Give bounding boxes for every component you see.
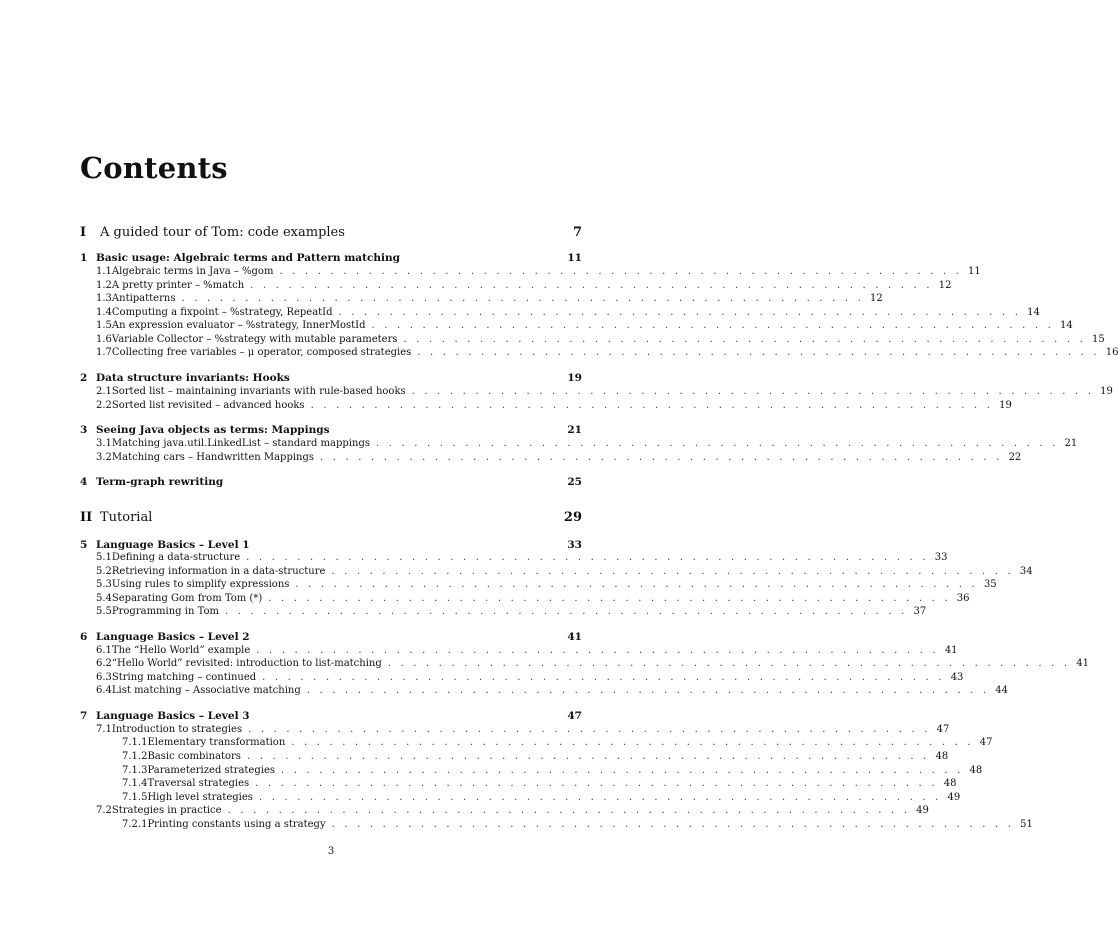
toc-chapter[interactable] — [80, 372, 582, 384]
toc-section[interactable] — [96, 266, 981, 277]
section-title: Variable Collector – %strategy with mutable parameters — [111, 334, 398, 345]
subsection-title: Parameterized strategies — [147, 765, 275, 776]
toc-section[interactable] — [96, 280, 952, 291]
section-page: 16 — [1105, 347, 1119, 358]
section-page: 14 — [1060, 320, 1073, 331]
section-page: 41 — [944, 645, 958, 656]
section-number: 1.2 — [96, 280, 112, 291]
chapter-number: 4 — [80, 476, 88, 488]
chapter-page: 25 — [567, 476, 582, 488]
subsection-title: Printing constants using a strategy — [147, 819, 326, 830]
leader-dots: . . . . . . . . . . . . . . . . . . . . . . . . . . . . . . . . . . . . . . . . . . . . . . . . . . . . . . — [250, 280, 933, 291]
part-title: A guided tour of Tom: code examples — [100, 225, 345, 240]
section-number: 6.2 — [96, 658, 112, 669]
section-page: 37 — [913, 606, 927, 617]
section-page: 22 — [1008, 452, 1022, 463]
toc-subsection[interactable] — [122, 792, 961, 803]
section-number: 5.1 — [96, 552, 112, 563]
subsection-title: Traversal strategies — [147, 778, 250, 789]
section-title: Antipatterns — [111, 293, 176, 304]
toc-section[interactable] — [96, 579, 997, 590]
toc-section[interactable] — [96, 438, 1078, 449]
section-page: 12 — [870, 293, 883, 304]
toc-part[interactable] — [80, 225, 582, 240]
toc-section[interactable] — [96, 334, 1105, 345]
section-page: 36 — [956, 593, 970, 604]
section-title: A pretty printer – %match — [111, 280, 245, 291]
section-title: The “Hello World” example — [111, 645, 251, 656]
subsection-page: 49 — [947, 792, 961, 803]
section-title: Computing a fixpoint – %strategy, RepeatId — [111, 307, 333, 318]
toc-chapter[interactable] — [80, 476, 582, 488]
chapter-number: 5 — [80, 539, 88, 551]
leader-dots: . . . . . . . . . . . . . . . . . . . . . . . . . . . . . . . . . . . . . . . . . . . . . . . . . . . . . . — [262, 672, 945, 683]
section-number: 3.1 — [96, 438, 112, 449]
chapter-title: Data structure invariants: Hooks — [96, 372, 290, 384]
chapter-number: 7 — [80, 710, 88, 722]
section-number: 7.2 — [96, 805, 112, 816]
leader-dots: . . . . . . . . . . . . . . . . . . . . . . . . . . . . . . . . . . . . . . . . . . . . . . . . . . . . . . — [258, 792, 942, 803]
chapter-page: 19 — [567, 372, 582, 384]
section-title: Separating Gom from Tom (*) — [111, 593, 263, 604]
part-title: Tutorial — [100, 510, 153, 525]
section-page: 21 — [1064, 438, 1078, 449]
section-page: 11 — [967, 266, 981, 277]
toc-section[interactable] — [96, 386, 1113, 397]
leader-dots: . . . . . . . . . . . . . . . . . . . . . . . . . . . . . . . . . . . . . . . . . . . . . . . . . . . . . . — [306, 685, 990, 696]
leader-dots: . . . . . . . . . . . . . . . . . . . . . . . . . . . . . . . . . . . . . . . . . . . . . . . . . . . . . . — [281, 765, 964, 776]
leader-dots: . . . . . . . . . . . . . . . . . . . . . . . . . . . . . . . . . . . . . . . . . . . . . . . . . . . . . . — [256, 645, 939, 656]
leader-dots: . . . . . . . . . . . . . . . . . . . . . . . . . . . . . . . . . . . . . . . . . . . . . . . . . . . . . . — [403, 334, 1087, 345]
chapter-title: Seeing Java objects as terms: Mappings — [96, 424, 330, 436]
section-number: 7.1 — [96, 724, 112, 735]
toc-section[interactable] — [96, 658, 1090, 669]
section-number: 1.7 — [96, 347, 112, 358]
section-number: 1.6 — [96, 334, 112, 345]
section-title: An expression evaluator – %strategy, InnerMostId — [111, 320, 366, 331]
subsection-number: 7.1.4 — [122, 778, 148, 789]
subsection-page: 48 — [969, 765, 983, 776]
section-number: 6.1 — [96, 645, 112, 656]
toc-section[interactable] — [96, 805, 929, 816]
section-number: 6.3 — [96, 672, 112, 683]
part-number: II — [80, 510, 93, 525]
section-title: Matching java.util.LinkedList – standard mappings — [111, 438, 370, 449]
toc-section[interactable] — [96, 452, 1022, 463]
leader-dots: . . . . . . . . . . . . . . . . . . . . . . . . . . . . . . . . . . . . . . . . . . . . . . . . . . . . . . — [181, 293, 864, 304]
section-number: 1.3 — [96, 293, 112, 304]
toc-chapter[interactable] — [80, 424, 582, 436]
chapter-page: 21 — [567, 424, 582, 436]
toc-subsection[interactable] — [122, 765, 983, 776]
leader-dots: . . . . . . . . . . . . . . . . . . . . . . . . . . . . . . . . . . . . . . . . . . . . . . . . . . . . . . — [248, 724, 931, 735]
subsection-page: 48 — [935, 751, 949, 762]
subsection-number: 7.1.3 — [122, 765, 148, 776]
section-page: 15 — [1092, 334, 1105, 345]
toc-section[interactable] — [96, 645, 958, 656]
section-page: 19 — [1100, 386, 1113, 397]
toc-chapter[interactable] — [80, 710, 582, 722]
section-number: 1.1 — [96, 266, 112, 277]
leader-dots: . . . . . . . . . . . . . . . . . . . . . . . . . . . . . . . . . . . . . . . . . . . . . . . . . . . . . . — [268, 593, 951, 604]
toc-section[interactable] — [96, 307, 1040, 318]
subsection-page: 47 — [979, 737, 993, 748]
part-page: 29 — [563, 510, 582, 525]
toc-section[interactable] — [96, 593, 970, 604]
section-title: Matching cars – Handwritten Mappings — [111, 452, 315, 463]
section-page: 34 — [1019, 566, 1033, 577]
section-page: 14 — [1027, 307, 1040, 318]
toc-section[interactable] — [96, 320, 1073, 331]
toc-subsection[interactable] — [122, 819, 1033, 830]
section-number: 2.1 — [96, 386, 112, 397]
leader-dots: . . . . . . . . . . . . . . . . . . . . . . . . . . . . . . . . . . . . . . . . . . . . . . . . . . . . . . — [320, 452, 1003, 463]
page-number: 3 — [327, 846, 335, 857]
leader-dots: . . . . . . . . . . . . . . . . . . . . . . . . . . . . . . . . . . . . . . . . . . . . . . . . . . . . . . — [310, 400, 994, 411]
section-title: Defining a data-structure — [111, 552, 241, 563]
leader-dots: . . . . . . . . . . . . . . . . . . . . . . . . . . . . . . . . . . . . . . . . . . . . . . . . . . . . . . — [279, 266, 962, 277]
subsection-title: High level strategies — [147, 792, 253, 803]
section-page: 35 — [983, 579, 997, 590]
section-title: Algebraic terms in Java – %gom — [111, 266, 274, 277]
toc-section[interactable] — [96, 552, 948, 563]
section-title: Collecting free variables – μ operator, composed strategies — [111, 347, 412, 358]
subsection-page: 48 — [943, 778, 957, 789]
section-number: 5.2 — [96, 566, 112, 577]
section-title: Strategies in practice — [111, 805, 222, 816]
toc-section[interactable] — [96, 606, 927, 617]
section-title: Introduction to strategies — [111, 724, 243, 735]
page-title: Contents — [80, 151, 228, 185]
leader-dots: . . . . . . . . . . . . . . . . . . . . . . . . . . . . . . . . . . . . . . . . . . . . . . . . . . . . . . — [375, 438, 1059, 449]
section-page: 47 — [936, 724, 950, 735]
leader-dots: . . . . . . . . . . . . . . . . . . . . . . . . . . . . . . . . . . . . . . . . . . . . . . . . . . . . . . — [331, 566, 1014, 577]
section-title: String matching – continued — [111, 672, 257, 683]
subsection-title: Elementary transformation — [147, 737, 286, 748]
toc-chapter[interactable] — [80, 252, 582, 264]
leader-dots: . . . . . . . . . . . . . . . . . . . . . . . . . . . . . . . . . . . . . . . . . . . . . . . . . . . . . . — [387, 658, 1071, 669]
subsection-number: 7.1.5 — [122, 792, 148, 803]
part-page: 7 — [572, 225, 582, 240]
toc-section[interactable] — [96, 566, 1033, 577]
toc-section[interactable] — [96, 347, 1119, 358]
section-page: 44 — [995, 685, 1009, 696]
section-number: 3.2 — [96, 452, 112, 463]
subsection-number: 7.1.1 — [122, 737, 148, 748]
chapter-title: Language Basics – Level 1 — [96, 539, 250, 551]
section-number: 6.4 — [96, 685, 112, 696]
leader-dots: . . . . . . . . . . . . . . . . . . . . . . . . . . . . . . . . . . . . . . . . . . . . . . . . . . . . . . — [338, 307, 1022, 318]
section-title: Sorted list – maintaining invariants with rule-based hooks — [111, 386, 406, 397]
chapter-title: Language Basics – Level 2 — [96, 631, 250, 643]
chapter-number: 3 — [80, 424, 88, 436]
section-number: 1.4 — [96, 307, 112, 318]
part-number: I — [80, 225, 87, 240]
toc-subsection[interactable] — [122, 778, 957, 789]
leader-dots: . . . . . . . . . . . . . . . . . . . . . . . . . . . . . . . . . . . . . . . . . . . . . . . . . . . . . . — [246, 751, 930, 762]
toc-subsection[interactable] — [122, 737, 993, 748]
section-title: Programming in Tom — [111, 606, 219, 617]
toc-section[interactable] — [96, 400, 1012, 411]
toc-section[interactable] — [96, 685, 1009, 696]
toc-section[interactable] — [96, 672, 964, 683]
section-number: 5.5 — [96, 606, 112, 617]
chapter-page: 33 — [567, 539, 582, 551]
section-title: Using rules to simplify expressions — [111, 579, 290, 590]
leader-dots: . . . . . . . . . . . . . . . . . . . . . . . . . . . . . . . . . . . . . . . . . . . . . . . . . . . . . . — [331, 819, 1015, 830]
leader-dots: . . . . . . . . . . . . . . . . . . . . . . . . . . . . . . . . . . . . . . . . . . . . . . . . . . . . . . — [255, 778, 938, 789]
section-page: 12 — [938, 280, 952, 291]
toc-chapter[interactable] — [80, 539, 582, 551]
toc-subsection[interactable] — [122, 751, 949, 762]
toc-part[interactable] — [80, 510, 582, 525]
subsection-page: 51 — [1020, 819, 1033, 830]
section-number: 5.3 — [96, 579, 112, 590]
section-page: 43 — [950, 672, 964, 683]
chapter-number: 1 — [80, 252, 88, 264]
leader-dots: . . . . . . . . . . . . . . . . . . . . . . . . . . . . . . . . . . . . . . . . . . . . . . . . . . . . . . — [224, 606, 908, 617]
leader-dots: . . . . . . . . . . . . . . . . . . . . . . . . . . . . . . . . . . . . . . . . . . . . . . . . . . . . . . — [246, 552, 929, 563]
leader-dots: . . . . . . . . . . . . . . . . . . . . . . . . . . . . . . . . . . . . . . . . . . . . . . . . . . . . . . — [295, 579, 978, 590]
chapter-title: Term-graph rewriting — [96, 476, 224, 488]
chapter-title: Basic usage: Algebraic terms and Pattern matching — [96, 252, 400, 264]
section-title: “Hello World” revisited: introduction to list-matching — [111, 658, 382, 669]
section-number: 2.2 — [96, 400, 112, 411]
leader-dots: . . . . . . . . . . . . . . . . . . . . . . . . . . . . . . . . . . . . . . . . . . . . . . . . . . . . . . — [371, 320, 1055, 331]
chapter-page: 11 — [567, 252, 582, 264]
chapter-page: 41 — [567, 631, 582, 643]
leader-dots: . . . . . . . . . . . . . . . . . . . . . . . . . . . . . . . . . . . . . . . . . . . . . . . . . . . . . . — [291, 737, 974, 748]
leader-dots: . . . . . . . . . . . . . . . . . . . . . . . . . . . . . . . . . . . . . . . . . . . . . . . . . . . . . . — [227, 805, 911, 816]
section-title: Retrieving information in a data-structure — [111, 566, 326, 577]
subsection-number: 7.1.2 — [122, 751, 148, 762]
chapter-title: Language Basics – Level 3 — [96, 710, 250, 722]
section-page: 41 — [1076, 658, 1090, 669]
toc-chapter[interactable] — [80, 631, 582, 643]
leader-dots: . . . . . . . . . . . . . . . . . . . . . . . . . . . . . . . . . . . . . . . . . . . . . . . . . . . . . . — [411, 386, 1095, 397]
section-number: 5.4 — [96, 593, 112, 604]
section-title: List matching – Associative matching — [111, 685, 301, 696]
section-number: 1.5 — [96, 320, 112, 331]
subsection-title: Basic combinators — [147, 751, 241, 762]
chapter-number: 6 — [80, 631, 88, 643]
leader-dots: . . . . . . . . . . . . . . . . . . . . . . . . . . . . . . . . . . . . . . . . . . . . . . . . . . . . . . — [417, 347, 1100, 358]
subsection-number: 7.2.1 — [122, 819, 148, 830]
section-page: 49 — [916, 805, 929, 816]
toc-section[interactable] — [96, 293, 883, 304]
toc-section[interactable] — [96, 724, 950, 735]
section-title: Sorted list revisited – advanced hooks — [111, 400, 305, 411]
chapter-number: 2 — [80, 372, 88, 384]
section-page: 19 — [999, 400, 1012, 411]
chapter-page: 47 — [567, 710, 582, 722]
section-page: 33 — [934, 552, 948, 563]
